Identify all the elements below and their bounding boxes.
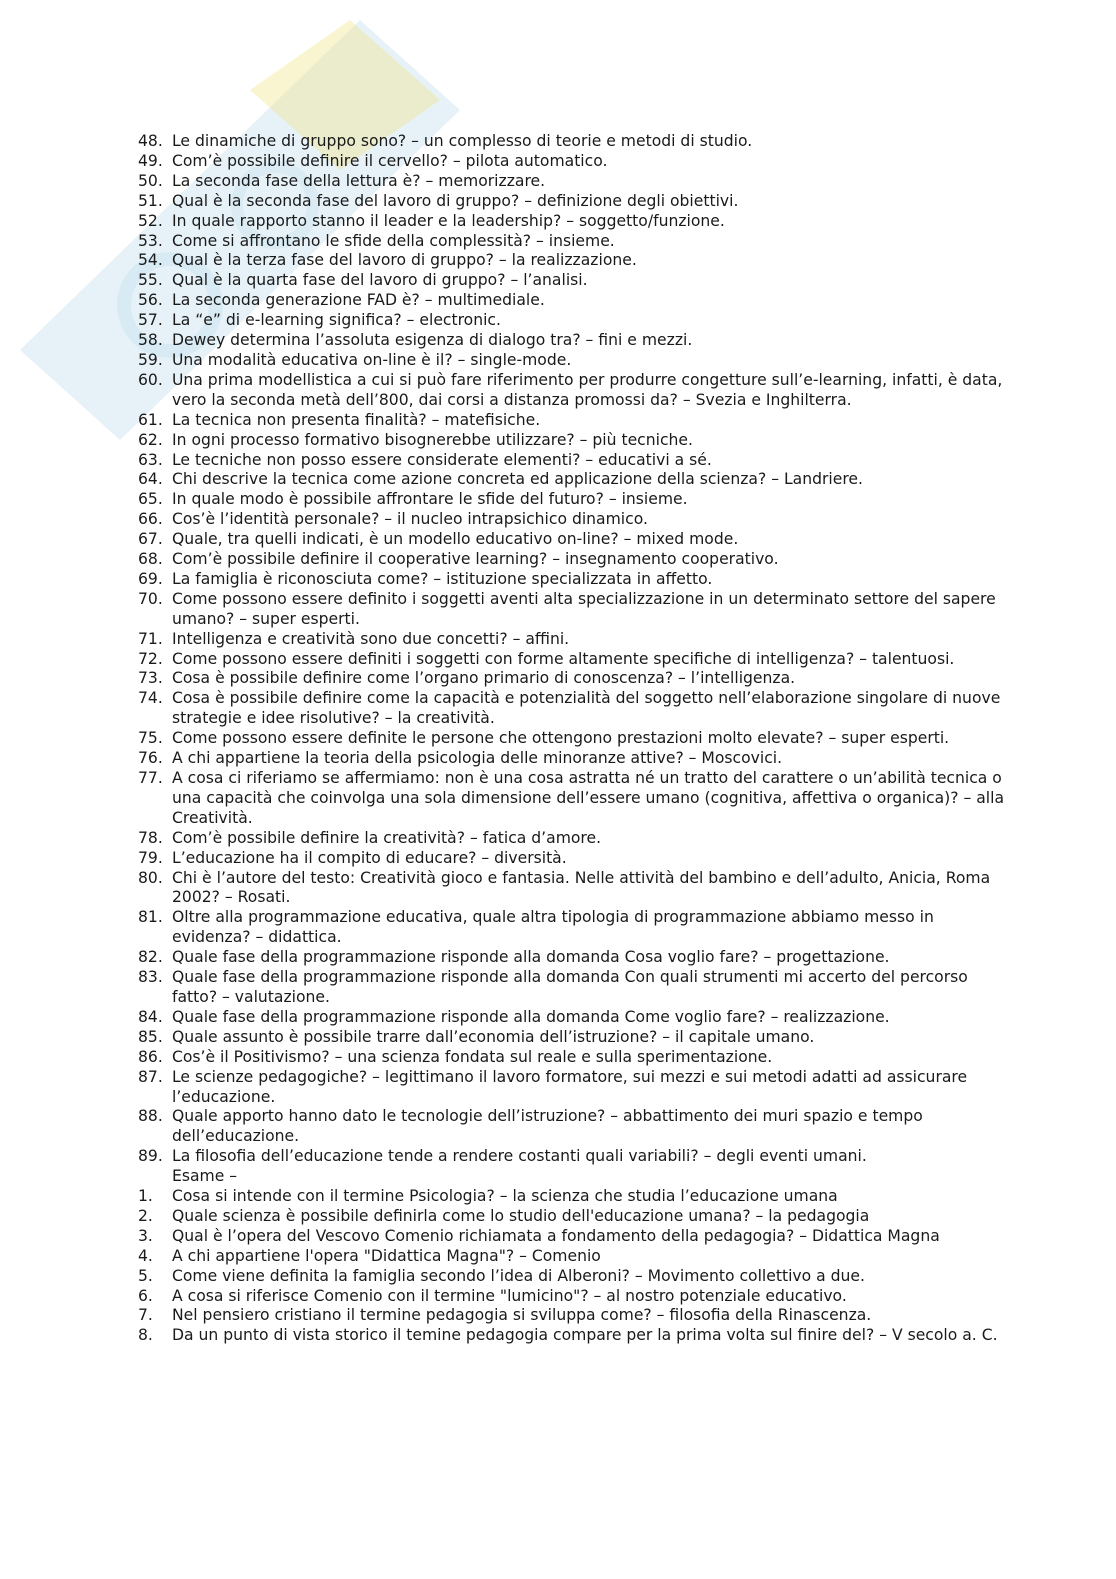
item-text: La seconda fase della lettura è? – memorizzare.: [172, 171, 546, 190]
list-item: [138, 749, 1006, 769]
list-item: [138, 669, 1006, 689]
item-number: 88.: [138, 1107, 163, 1126]
list-item: [138, 650, 1006, 670]
item-number: 89.: [138, 1147, 163, 1166]
list-item: [138, 1048, 1006, 1068]
item-text: Cosa è possibile definire come la capacità e potenzialità del soggetto nell’elaborazione singolare di nuove strategie e idee risolutive? – la creatività.: [172, 689, 1001, 728]
item-text: Quale apporto hanno dato le tecnologie dell’istruzione? – abbattimento dei muri spazio e tempo dell’educazione.: [172, 1107, 923, 1146]
item-number: 60.: [138, 370, 163, 389]
item-text: Una prima modellistica a cui si può fare riferimento per produrre congetture sull’e-learning, infatti, è data, vero la seconda metà dell’800, dai corsi a distanza promossi da? – Svezia e Inghilterra.: [172, 370, 1003, 409]
item-text: Quale fase della programmazione risponde alla domanda Come voglio fare? – realizzazione.: [172, 1007, 890, 1026]
item-number: 76.: [138, 749, 163, 768]
list-item: [138, 769, 1006, 829]
list-item: [138, 451, 1006, 471]
list-item: [138, 590, 1006, 630]
list-item: [138, 212, 1006, 232]
list-item: [138, 132, 1006, 152]
item-number: 71.: [138, 629, 163, 648]
item-number: 5.: [138, 1266, 153, 1285]
item-text: Quale fase della programmazione risponde alla domanda Cosa voglio fare? – progettazione.: [172, 948, 890, 967]
item-number: 52.: [138, 211, 163, 230]
item-number: 80.: [138, 868, 163, 887]
item-number: 8.: [138, 1326, 153, 1345]
list-item: [138, 570, 1006, 590]
list-item: [138, 1187, 1006, 1207]
question-list: [138, 132, 1006, 1167]
item-text: Oltre alla programmazione educativa, quale altra tipologia di programmazione abbiamo messo in evidenza? – didattica.: [172, 908, 934, 947]
list-item: [138, 530, 1006, 550]
item-number: 48.: [138, 132, 163, 150]
document-page: [138, 132, 1006, 1346]
list-item: [138, 849, 1006, 869]
item-number: 54.: [138, 251, 163, 270]
item-text: A chi appartiene l'opera "Didattica Magna"? – Comenio: [172, 1246, 601, 1265]
item-text: Com’è possibile definire la creatività? – fatica d’amore.: [172, 828, 602, 847]
item-text: In quale modo è possibile affrontare le sfide del futuro? – insieme.: [172, 490, 688, 509]
item-text: Qual è la terza fase del lavoro di gruppo? – la realizzazione.: [172, 251, 637, 270]
item-number: 86.: [138, 1047, 163, 1066]
item-number: 7.: [138, 1306, 153, 1325]
item-text: In ogni processo formativo bisognerebbe utilizzare? – più tecniche.: [172, 430, 693, 449]
list-item: [138, 271, 1006, 291]
item-number: 4.: [138, 1246, 153, 1265]
item-text: Qual è la quarta fase del lavoro di gruppo? – l’analisi.: [172, 271, 588, 290]
item-number: 67.: [138, 530, 163, 549]
list-item: [138, 411, 1006, 431]
list-item: [138, 152, 1006, 172]
item-number: 55.: [138, 271, 163, 290]
list-item: [138, 251, 1006, 271]
item-text: Quale scienza è possibile definirla come lo studio dell'educazione umana? – la pedagogia: [172, 1206, 870, 1225]
list-item: [138, 948, 1006, 968]
item-number: 61.: [138, 410, 163, 429]
item-number: 77.: [138, 769, 163, 787]
item-number: 82.: [138, 948, 163, 967]
item-number: 87.: [138, 1067, 163, 1086]
item-number: 78.: [138, 828, 163, 847]
item-number: 72.: [138, 649, 163, 668]
list-item: [138, 291, 1006, 311]
item-text: Chi è l’autore del testo: Creatività gioco e fantasia. Nelle attività del bambino e dell’adulto, Anicia, Roma 2002? – Rosati.: [172, 868, 991, 907]
item-number: 49.: [138, 151, 163, 170]
item-number: 62.: [138, 430, 163, 449]
item-text: Le scienze pedagogiche? – legittimano il lavoro formatore, sui mezzi e sui metodi adatti ad assicurare l’educazione.: [172, 1067, 968, 1106]
item-text: Cosa si intende con il termine Psicologia? – la scienza che studia l’educazione umana: [172, 1187, 838, 1206]
item-text: Come possono essere definito i soggetti aventi alta specializzazione in un determinato settore del sapere umano? – super esperti.: [172, 589, 996, 628]
item-text: La seconda generazione FAD è? – multimediale.: [172, 291, 545, 310]
item-number: 81.: [138, 908, 163, 927]
list-item: [138, 1207, 1006, 1227]
item-number: 2.: [138, 1206, 153, 1225]
item-text: La filosofia dell’educazione tende a rendere costanti quali variabili? – degli eventi umani.: [172, 1147, 867, 1166]
list-item: [138, 829, 1006, 849]
list-item: [138, 371, 1006, 411]
exam-heading: Esame –: [172, 1167, 238, 1186]
item-number: 73.: [138, 669, 163, 688]
item-number: 66.: [138, 510, 163, 529]
item-text: Qual è l’opera del Vescovo Comenio richiamata a fondamento della pedagogia? – Didattica Magna: [172, 1226, 940, 1245]
list-item: [138, 550, 1006, 570]
item-text: Una modalità educativa on-line è il? – single-mode.: [172, 350, 572, 369]
item-number: 50.: [138, 171, 163, 190]
item-number: 56.: [138, 291, 163, 310]
item-number: 57.: [138, 311, 163, 330]
list-item: [138, 1147, 1006, 1167]
item-number: 3.: [138, 1226, 153, 1245]
item-number: 83.: [138, 968, 163, 987]
list-item: [138, 431, 1006, 451]
list-item: [138, 192, 1006, 212]
list-item: [138, 908, 1006, 948]
list-item: [138, 490, 1006, 510]
item-number: 64.: [138, 470, 163, 489]
list-item: [138, 331, 1006, 351]
list-item: [138, 311, 1006, 331]
item-text: Cos’è l’identità personale? – il nucleo intrapsichico dinamico.: [172, 510, 648, 529]
list-item: [138, 351, 1006, 371]
item-number: 58.: [138, 331, 163, 350]
item-text: Qual è la seconda fase del lavoro di gruppo? – definizione degli obiettivi.: [172, 191, 739, 210]
item-text: A cosa si riferisce Comenio con il termine "lumicino"? – al nostro potenziale educativo.: [172, 1286, 847, 1305]
item-number: 75.: [138, 729, 163, 748]
item-text: Quale assunto è possibile trarre dall’economia dell’istruzione? – il capitale umano.: [172, 1027, 815, 1046]
item-number: 69.: [138, 569, 163, 588]
list-item: [138, 232, 1006, 252]
list-item: [138, 1326, 1006, 1346]
list-item: [138, 1068, 1006, 1108]
item-text: Come si affrontano le sfide della complessità? – insieme.: [172, 231, 615, 250]
item-number: 65.: [138, 490, 163, 509]
list-item: [138, 1227, 1006, 1247]
list-item: [138, 1287, 1006, 1307]
item-text: Quale, tra quelli indicati, è un modello educativo on-line? – mixed mode.: [172, 530, 739, 549]
item-text: Cos’è il Positivismo? – una scienza fondata sul reale e sulla sperimentazione.: [172, 1047, 773, 1066]
item-number: 68.: [138, 550, 163, 569]
list-item: [138, 968, 1006, 1008]
item-number: 79.: [138, 848, 163, 867]
list-item: [138, 1107, 1006, 1147]
item-text: Le dinamiche di gruppo sono? – un complesso di teorie e metodi di studio.: [172, 132, 753, 150]
item-text: Intelligenza e creatività sono due concetti? – affini.: [172, 629, 570, 648]
item-text: Dewey determina l’assoluta esigenza di dialogo tra? – fini e mezzi.: [172, 331, 693, 350]
item-text: Da un punto di vista storico il temine pedagogia compare per la prima volta sul finire del? – V secolo a. C.: [172, 1326, 998, 1345]
item-number: 70.: [138, 589, 163, 608]
item-number: 74.: [138, 689, 163, 708]
list-item: [138, 689, 1006, 729]
list-item: [138, 172, 1006, 192]
item-text: In quale rapporto stanno il leader e la leadership? – soggetto/funzione.: [172, 211, 725, 230]
list-item: [138, 510, 1006, 530]
item-text: La famiglia è riconosciuta come? – istituzione specializzata in affetto.: [172, 569, 713, 588]
item-text: Com’è possibile definire il cervello? – pilota automatico.: [172, 151, 608, 170]
list-item: [138, 1028, 1006, 1048]
list-item: [138, 869, 1006, 909]
item-number: 85.: [138, 1027, 163, 1046]
exam-question-list: [138, 1187, 1006, 1346]
item-number: 59.: [138, 350, 163, 369]
item-text: A chi appartiene la teoria della psicologia delle minoranze attive? – Moscovici.: [172, 749, 783, 768]
list-item: [138, 1306, 1006, 1326]
list-item: [138, 630, 1006, 650]
item-text: Cosa è possibile definire come l’organo primario di conoscenza? – l’intelligenza.: [172, 669, 796, 688]
item-text: A cosa ci riferiamo se affermiamo: non è una cosa astratta né un tratto del carattere o un’abilità tecnica o una capacità che coinvolga una sola dimensione dell’essere umano (cognitiva, affettiva o organica)? – alla Creatività.: [172, 769, 1005, 827]
list-item: [138, 1267, 1006, 1287]
item-text: Nel pensiero cristiano il termine pedagogia si sviluppa come? – filosofia della Rinascenza.: [172, 1306, 872, 1325]
item-text: Come possono essere definiti i soggetti con forme altamente specifiche di intelligenza? – talentuosi.: [172, 649, 955, 668]
item-text: L’educazione ha il compito di educare? – diversità.: [172, 848, 567, 867]
item-text: Com’è possibile definire il cooperative learning? – insegnamento cooperativo.: [172, 550, 779, 569]
list-item: [138, 729, 1006, 749]
item-text: La tecnica non presenta finalità? – matefisiche.: [172, 410, 541, 429]
item-number: 1.: [138, 1187, 153, 1206]
item-text: Come possono essere definite le persone che ottengono prestazioni molto elevate? – super esperti.: [172, 729, 950, 748]
list-item: [138, 470, 1006, 490]
item-text: Le tecniche non posso essere considerate elementi? – educativi a sé.: [172, 450, 712, 469]
list-item: [138, 1008, 1006, 1028]
item-text: Quale fase della programmazione risponde alla domanda Con quali strumenti mi accerto del percorso fatto? – valutazione.: [172, 968, 968, 1006]
item-text: La “e” di e-learning significa? – electronic.: [172, 311, 501, 330]
item-number: 6.: [138, 1286, 153, 1305]
item-text: Chi descrive la tecnica come azione concreta ed applicazione della scienza? – Landriere.: [172, 470, 863, 489]
item-text: Come viene definita la famiglia secondo l’idea di Alberoni? – Movimento collettivo a due.: [172, 1266, 865, 1285]
item-number: 84.: [138, 1007, 163, 1026]
list-item: [138, 1247, 1006, 1267]
item-number: 53.: [138, 231, 163, 250]
item-number: 63.: [138, 450, 163, 469]
item-number: 51.: [138, 191, 163, 210]
